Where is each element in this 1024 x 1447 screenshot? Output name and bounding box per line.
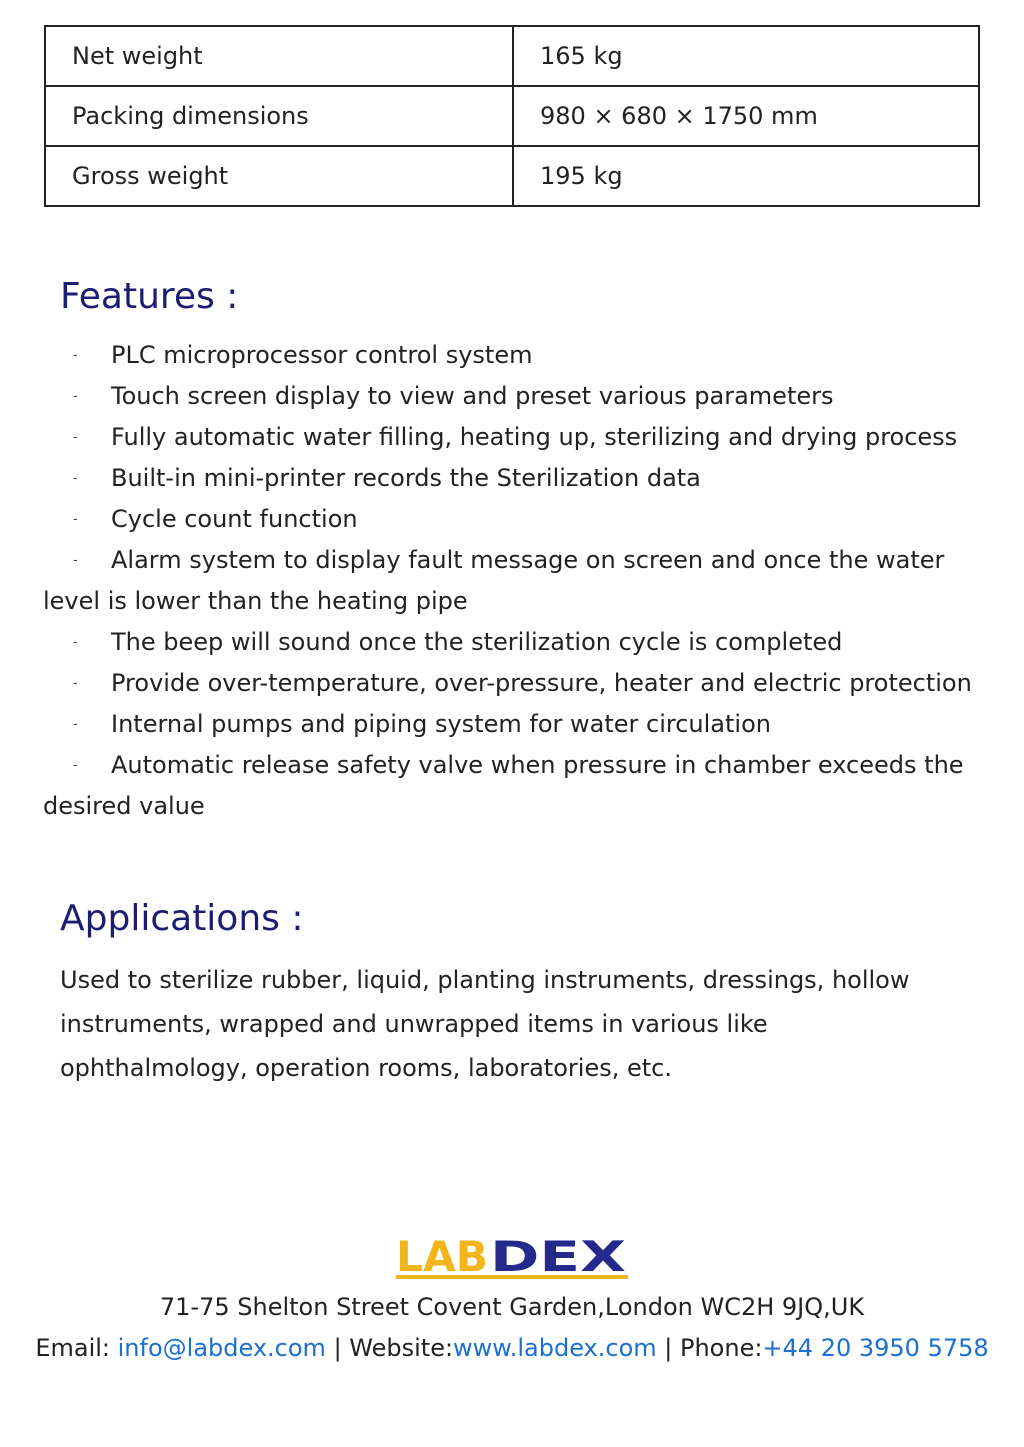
bullet-dash: - bbox=[73, 676, 78, 691]
separator: | bbox=[325, 1334, 350, 1362]
feature-text: PLC microprocessor control system bbox=[111, 341, 533, 369]
list-item bbox=[43, 458, 993, 499]
spec-label: Gross weight bbox=[45, 146, 513, 206]
spec-value: 980 × 680 × 1750 mm bbox=[513, 86, 979, 146]
feature-text: Internal pumps and piping system for water circulation bbox=[111, 710, 771, 738]
bullet-dash: - bbox=[73, 430, 78, 445]
bullet-dash: - bbox=[73, 348, 78, 363]
list-item bbox=[43, 499, 993, 540]
phone-link[interactable]: +44 20 3950 5758 bbox=[762, 1334, 989, 1362]
website-link[interactable]: www.labdex.com bbox=[453, 1334, 657, 1362]
feature-text: Fully automatic water filling, heating up, sterilizing and drying process bbox=[111, 423, 958, 451]
spec-label: Net weight bbox=[45, 26, 513, 86]
feature-text: Automatic release safety valve when pressure in chamber exceeds the desired value bbox=[43, 751, 964, 820]
email-link[interactable]: info@labdex.com bbox=[117, 1334, 326, 1362]
list-item bbox=[43, 622, 993, 663]
bullet-dash: - bbox=[73, 389, 78, 404]
table-row bbox=[45, 146, 979, 206]
applications-text: Used to sterilize rubber, liquid, planting instruments, dressings, hollow instruments, wrapped and unwrapped items in various like ophthalmology, operation rooms, laboratories, etc. bbox=[60, 966, 910, 1082]
spec-value: 165 kg bbox=[513, 26, 979, 86]
logo-dex-text: DEX bbox=[490, 1233, 626, 1281]
list-item bbox=[43, 704, 993, 745]
bullet-dash: - bbox=[73, 471, 78, 486]
list-item bbox=[43, 335, 993, 376]
features-list bbox=[43, 335, 993, 827]
table-row bbox=[45, 26, 979, 86]
applications-heading: Applications : bbox=[60, 898, 304, 939]
feature-text: Alarm system to display fault message on screen and once the water level is lower than the heating pipe bbox=[43, 546, 945, 615]
list-item bbox=[43, 745, 993, 827]
spec-table bbox=[44, 25, 980, 207]
list-item bbox=[43, 417, 993, 458]
feature-text: Provide over-temperature, over-pressure, heater and electric protection bbox=[111, 669, 972, 697]
feature-text: Cycle count function bbox=[111, 505, 358, 533]
table-row bbox=[45, 86, 979, 146]
phone-label: Phone: bbox=[679, 1334, 763, 1362]
website-label: Website: bbox=[349, 1334, 454, 1362]
bullet-dash: - bbox=[73, 553, 78, 568]
list-item bbox=[43, 663, 993, 704]
separator: | bbox=[656, 1334, 680, 1362]
feature-text: The beep will sound once the sterilization cycle is completed bbox=[111, 628, 843, 656]
bullet-dash: - bbox=[73, 717, 78, 732]
footer bbox=[0, 1287, 1024, 1369]
labdex-logo bbox=[396, 1233, 628, 1281]
list-item bbox=[43, 540, 993, 622]
logo-lab-text: LAB bbox=[396, 1233, 488, 1281]
email-label: Email: bbox=[35, 1334, 118, 1362]
feature-text: Built-in mini-printer records the Sterilization data bbox=[111, 464, 701, 492]
footer-contact bbox=[0, 1328, 1024, 1369]
spec-label: Packing dimensions bbox=[45, 86, 513, 146]
bullet-dash: - bbox=[73, 758, 78, 773]
bullet-dash: - bbox=[73, 635, 78, 650]
footer-address: 71-75 Shelton Street Covent Garden,London WC2H 9JQ,UK bbox=[159, 1293, 865, 1321]
feature-text: Touch screen display to view and preset various parameters bbox=[111, 382, 834, 410]
list-item bbox=[43, 376, 993, 417]
features-heading: Features : bbox=[60, 276, 239, 317]
bullet-dash: - bbox=[73, 512, 78, 527]
spec-value: 195 kg bbox=[513, 146, 979, 206]
